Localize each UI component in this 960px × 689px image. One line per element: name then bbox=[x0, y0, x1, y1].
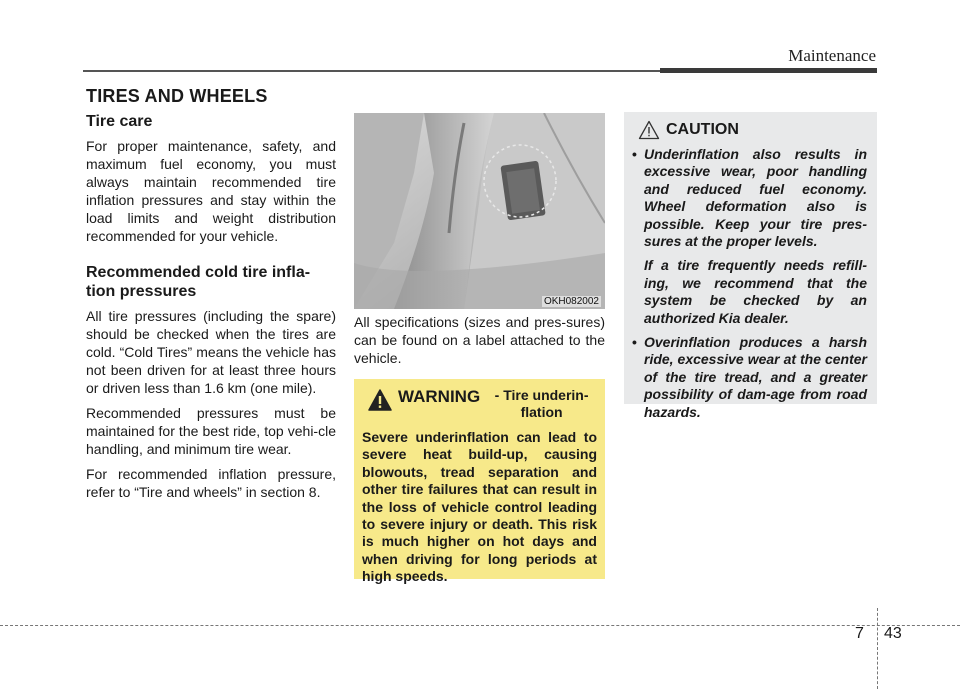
warning-text: Severe underinflation can lead to severe heat build-up, causing blowouts, tread separation and other tire failures that can result in the loss of vehicle control leading to severe injury or death. This risk is much higher on hot days and when driving for long periods at high speeds. bbox=[362, 429, 597, 585]
cold-pressure-heading: Recommended cold tire infla-tion pressures bbox=[86, 264, 311, 300]
caution-list bbox=[632, 146, 867, 421]
caution-label: CAUTION bbox=[666, 121, 739, 138]
caution-triangle-icon bbox=[638, 120, 660, 140]
caution-item-1-text: • Underinflation also results in excessive wear, poor handling and reduced fuel economy. Wheel deformation also is possible. Keep your tire pres-sures at the proper levels. bbox=[644, 146, 867, 250]
caution-item-2-text: • Overinflation produces a harsh ride, excessive wear at the center of the tire tread, and a greater possibility of dam-age from road hazards. bbox=[644, 334, 867, 420]
footer-divider bbox=[877, 608, 878, 689]
page-number: 43 bbox=[884, 625, 902, 642]
footer-rule bbox=[0, 625, 960, 626]
caution-box bbox=[624, 112, 877, 420]
tire-care-paragraph: For proper maintenance, safety, and maximum fuel economy, you must always maintain recommended tire inflation pressures and stay within the load limits and weight distribution recommended for your vehicle. bbox=[86, 138, 336, 244]
warning-subtitle: - Tire underin-flation bbox=[494, 387, 589, 420]
left-column bbox=[86, 112, 336, 508]
caution-item-1-followup: If a tire frequently needs refill-ing, we recommend that the system be checked by an authorized Kia dealer. bbox=[644, 257, 867, 326]
door-pillar-illustration bbox=[354, 113, 605, 309]
warning-header bbox=[362, 387, 597, 421]
warning-label: WARNING bbox=[398, 387, 481, 406]
cold-pressure-paragraph-2: Recommended pressures must be maintained for the best ride, top vehi-cle handling, and minimum tire wear. bbox=[86, 405, 336, 457]
tire-care-heading: Tire care bbox=[86, 113, 153, 130]
door-pillar-label-photo bbox=[354, 113, 605, 309]
cold-pressure-paragraph-1: All tire pressures (including the spare) should be checked when the tires are cold. “Cold Tires” means the vehicle has not been driven for at least three hours or driven less than 1.6 km (one mile). bbox=[86, 308, 336, 396]
warning-triangle-icon bbox=[368, 389, 392, 411]
section-title: TIRES AND WHEELS bbox=[86, 86, 268, 106]
header-rule-accent bbox=[660, 68, 877, 73]
caution-item-overinflation bbox=[632, 334, 867, 421]
specifications-paragraph: All specifications (sizes and pres-sures) can be found on a label attached to the vehicle. bbox=[354, 314, 605, 366]
running-head: Maintenance bbox=[788, 46, 876, 65]
caution-header bbox=[632, 120, 867, 140]
cold-pressure-paragraph-3: For recommended inflation pressure, refer to “Tire and wheels” in section 8. bbox=[86, 466, 336, 500]
caution-item-underinflation bbox=[632, 146, 867, 327]
warning-box bbox=[354, 379, 605, 585]
figure-code: OKH082002 bbox=[543, 296, 599, 307]
chapter-number: 7 bbox=[855, 625, 864, 642]
